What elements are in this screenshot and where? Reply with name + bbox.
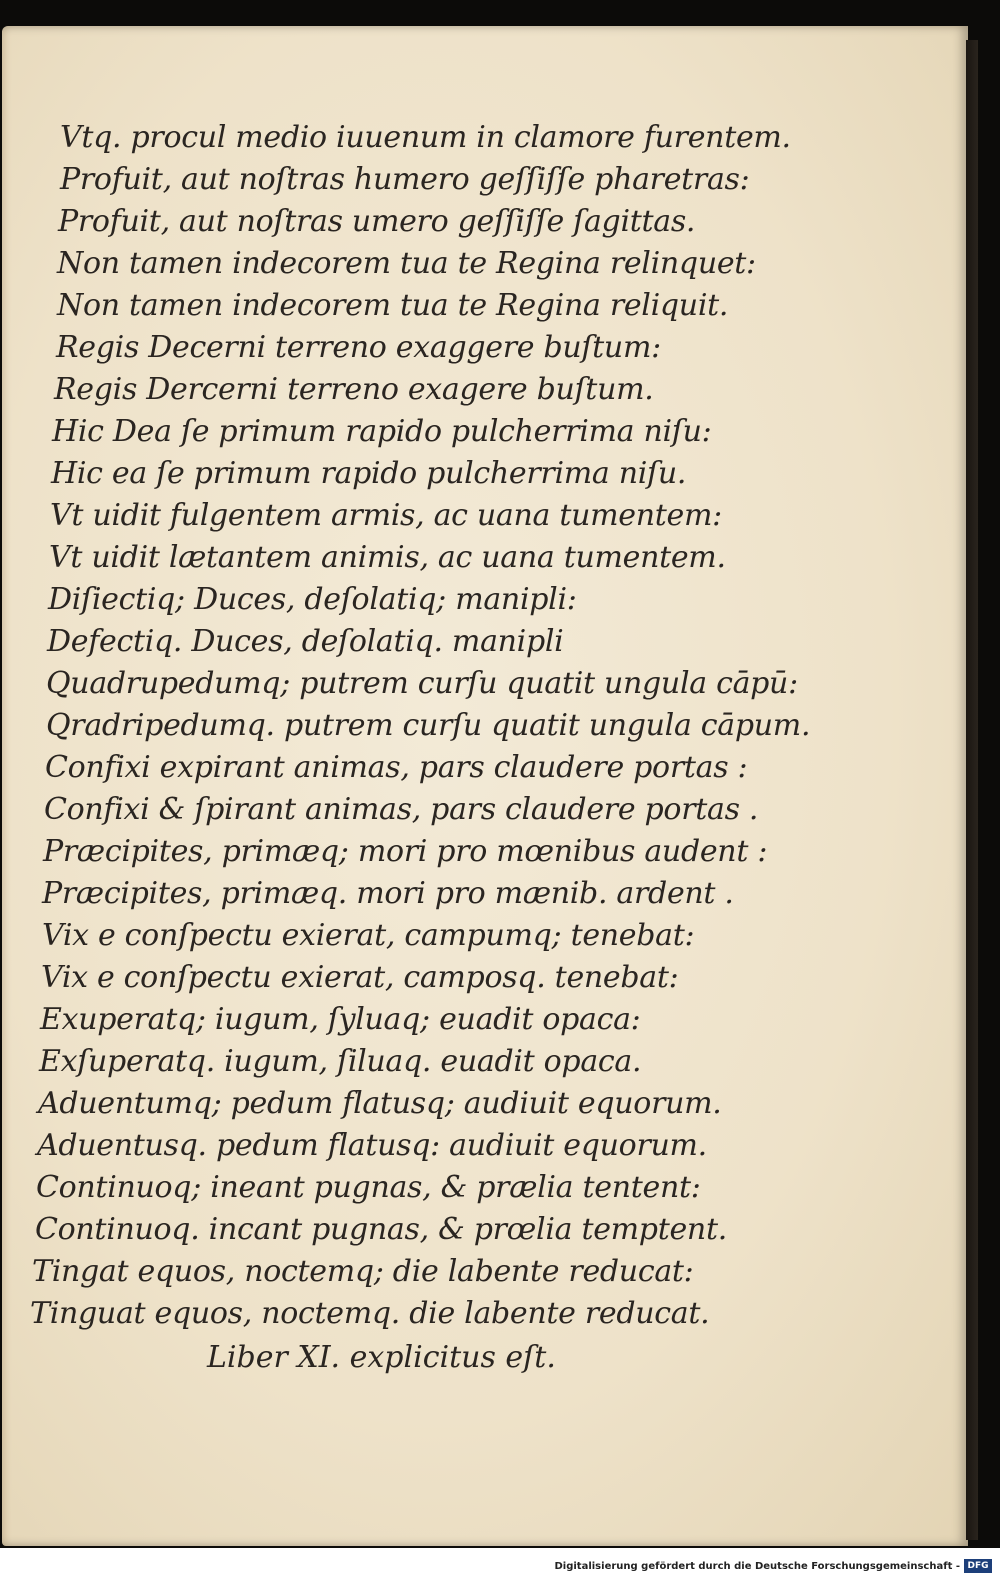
verse-line: Aduentumq; pedum flatusq; audiuit equorum. bbox=[38, 1086, 722, 1121]
verse-line: Hic ea ſe primum rapido pulcherrima niſu. bbox=[51, 456, 687, 491]
verse-text-block bbox=[2, 26, 968, 1546]
verse-line: Hic Dea ſe primum rapido pulcherrima niſu: bbox=[52, 414, 712, 449]
verse-line: Profuit, aut noſtras umero geſſiſſe ſagittas. bbox=[58, 204, 696, 239]
verse-line: Exſuperatq. iugum, ſiluaq. euadit opaca. bbox=[39, 1044, 642, 1079]
verse-line: Regis Decerni terreno exaggere buſtum: bbox=[56, 330, 661, 365]
verse-line: Tinguat equos, noctemq. die labente reducat. bbox=[30, 1296, 710, 1331]
verse-line: Continuoq; ineant pugnas, & prælia tentent: bbox=[36, 1170, 701, 1205]
verse-line: Vt uidit fulgentem armis, ac uana tumentem: bbox=[50, 498, 722, 533]
verse-line: Quadrupedumq; putrem curſu quatit ungula cāpū: bbox=[46, 666, 798, 701]
verse-line: Profuit, aut noſtras humero geſſiſſe pharetras: bbox=[60, 162, 750, 197]
funding-credit: Digitalisierung gefördert durch die Deutsche Forschungsgemeinschaft - bbox=[554, 1561, 960, 1572]
verse-line: Qradripedumq. putrem curſu quatit ungula cāpum. bbox=[46, 708, 811, 743]
book-explicit: Liber XI. explicitus eſt. bbox=[207, 1340, 556, 1375]
verse-line: Vix e conſpectu exierat, camposq. tenebat: bbox=[41, 960, 679, 995]
verse-line: Exuperatq; iugum, ſyluaq; euadit opaca: bbox=[40, 1002, 641, 1037]
footer-bar bbox=[0, 1548, 1000, 1583]
verse-line: Aduentusq. pedum flatusq: audiuit equorum. bbox=[37, 1128, 707, 1163]
verse-line: Confixi expirant animas, pars claudere portas : bbox=[45, 750, 748, 785]
verse-line: Vtq. procul medio iuuenum in clamore furentem. bbox=[60, 120, 791, 155]
verse-line: Non tamen indecorem tua te Regina relinquet: bbox=[57, 246, 756, 281]
verse-line: Præcipites, primæq; mori pro mœnibus audent : bbox=[43, 834, 768, 869]
verse-line: Confixi & ſpirant animas, pars claudere portas . bbox=[44, 792, 759, 827]
verse-line: Defectiq. Duces, deſolatiq. manipli bbox=[47, 624, 564, 659]
dfg-logo: DFG bbox=[964, 1559, 992, 1573]
verse-line: Diſiectiq; Duces, deſolatiq; manipli: bbox=[48, 582, 577, 617]
verse-line: Tingat equos, noctemq; die labente reducat: bbox=[32, 1254, 694, 1289]
verse-line: Regis Dercerni terreno exagere buſtum. bbox=[54, 372, 654, 407]
verse-line: Vix e conſpectu exierat, campumq; tenebat: bbox=[42, 918, 695, 953]
verse-line: Vt uidit lætantem animis, ac uana tumentem. bbox=[49, 540, 726, 575]
verse-line: Præcipites, primæq. mori pro mænib. ardent . bbox=[42, 876, 734, 911]
verse-line: Non tamen indecorem tua te Regina reliquit. bbox=[57, 288, 729, 323]
verse-line: Continuoq. incant pugnas, & prœlia temptent. bbox=[35, 1212, 727, 1247]
book-page bbox=[2, 26, 968, 1546]
page-edge-shadow bbox=[966, 40, 978, 1540]
